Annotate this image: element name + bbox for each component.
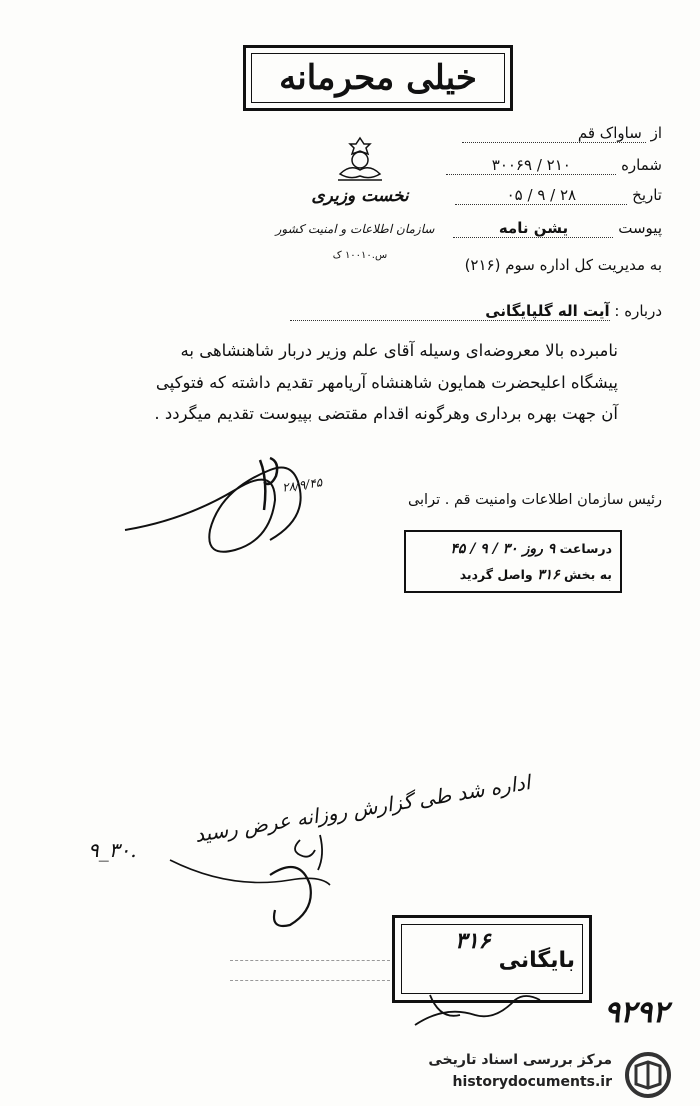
number-label: شماره: [621, 156, 662, 174]
date-label: تاریخ: [632, 186, 662, 204]
attachment-value: یشن نامه: [453, 219, 613, 238]
body-line: نامبرده بالا معروضه‌ای وسیله آقای علم وزیر دربار شاهنشاهی به: [180, 341, 618, 360]
signature-title: رئیس سازمان اطلاعات وامنیت قم . ترابی: [407, 492, 662, 508]
classification-stamp: [243, 45, 513, 111]
attachment-label: پیوست: [618, 219, 662, 237]
emblem-code: س.۱۰۰۱۰ ک: [332, 250, 388, 261]
receipt-section-value: ۳۱۶: [537, 567, 560, 583]
receipt-section-label: به بخش: [564, 567, 612, 582]
body-line: پیشگاه اعلیحضرت همایون شاهنشاه آریامهر تقدیم داشته که فتوکپی: [155, 372, 618, 392]
subject-value: آیت اله گلپایگانی: [290, 302, 610, 321]
handwritten-date: ۹_۳۰.: [88, 838, 137, 862]
receipt-time-label: درساعت: [559, 541, 612, 556]
signature-annotation: ۲۸/۹/۴۵: [281, 475, 324, 495]
archive-number: ۹۲۹۲: [604, 995, 669, 1030]
archive-stamp-label: بایگانی: [498, 948, 575, 973]
date-row: [440, 186, 662, 205]
signature-initials: [236, 456, 238, 457]
date-value: ۲۸ / ۹ / ۰۵: [455, 186, 627, 205]
handwritten-note: اداره شد طی گزارش روزانه عرض رسید: [193, 770, 532, 847]
classification-label: خیلی محرمانه: [279, 58, 477, 98]
from-label: از: [650, 124, 662, 142]
from-row: [440, 124, 662, 143]
archive-stamp-number: ۳۱۶: [455, 928, 491, 954]
body-line: آن جهت بهره برداری وهرگونه اقدام مقتضی بپیوست تقدیم میگردد .: [154, 404, 618, 423]
lion-and-sun-emblem-icon: [330, 134, 390, 184]
attachment-row: [440, 219, 662, 238]
receipt-stamp: [404, 530, 622, 593]
subject-label: درباره :: [614, 302, 662, 320]
receipt-time-value: ۹ روز ۳۰ / ۹ / ۴۵: [450, 541, 556, 557]
emblem-org: سازمان اطلاعات و امنیت کشور: [275, 222, 435, 236]
handwritten-signature-icon: [160, 820, 360, 930]
faint-rule: [230, 980, 390, 981]
faint-rule: [230, 960, 390, 961]
archive-signature-icon: [410, 985, 550, 1035]
watermark-site: historydocuments.ir: [452, 1074, 612, 1090]
recipient-line: به مدیریت کل اداره سوم (۲۱۶): [464, 256, 662, 274]
subject-row: [270, 302, 662, 321]
receipt-suffix: واصل گردید: [459, 567, 533, 582]
watermark-org: مرکز بررسی اسناد تاریخی: [428, 1052, 612, 1068]
letter-body: [98, 335, 618, 430]
number-value: ۲۱۰ / ۳۰۰۶۹: [446, 156, 616, 175]
from-value: ساواک قم: [462, 124, 646, 143]
archive-center-logo-icon: [618, 1052, 678, 1098]
signature-scribble-icon: [120, 450, 370, 570]
number-row: [440, 156, 662, 175]
emblem-title: نخست وزیری: [311, 186, 409, 206]
